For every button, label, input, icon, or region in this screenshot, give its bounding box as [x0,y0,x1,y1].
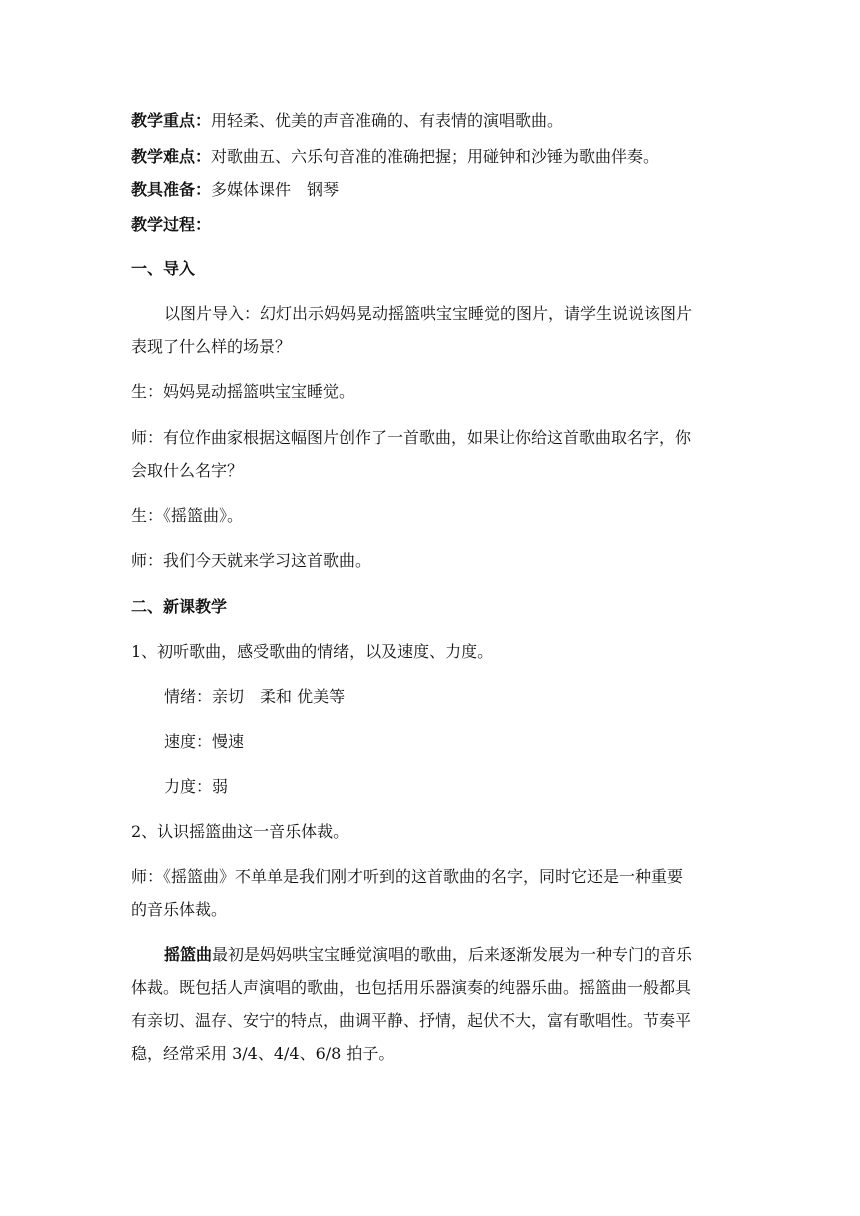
teaching-focus [131,110,563,132]
speed-line: 速度：慢速 [164,732,245,751]
item-2: 2、认识摇篮曲这一音乐体裁。 [131,822,350,841]
teacher-question-line-1: 师：有位作曲家根据这幅图片创作了一首歌曲，如果让你给这首歌曲取名字，你 [131,428,692,447]
difficulty-label: 教学难点： [131,147,212,166]
focus-text: 用轻柔、优美的声音准确的、有表情的演唱歌曲。 [211,111,564,130]
mood-line: 情绪：亲切 柔和 优美等 [164,687,346,706]
teaching-difficulty [131,146,659,168]
intro-line-2: 表现了什么样的场景？ [131,337,292,356]
student-answer-1: 生：妈妈晃动摇篮哄宝宝睡觉。 [131,382,356,401]
teacher-explanation-line-2: 的音乐体裁。 [131,900,228,919]
tools-label: 教具准备： [131,180,212,199]
teaching-tools [131,179,339,201]
definition-term: 摇篮曲 [164,945,213,964]
tools-text: 多媒体课件 钢琴 [211,180,340,199]
student-answer-2: 生：《摇篮曲》。 [131,506,244,525]
intro-line-1: 以图片导入：幻灯出示妈妈晃动摇篮哄宝宝睡觉的图片，请学生说说该图片 [164,304,693,323]
teacher-question-line-2: 会取什么名字？ [131,461,244,480]
definition-line-3: 有亲切、温存、安宁的特点，曲调平静、抒情，起伏不大，富有歌唱性。节奏平 [131,1011,692,1030]
definition-line-2: 体裁。既包括人声演唱的歌曲，也包括用乐器演奏的纯器乐曲。摇篮曲一般都具 [131,978,692,997]
difficulty-text: 对歌曲五、六乐句音准的准确把握；用碰钟和沙锤为歌曲伴奏。 [211,147,660,166]
process-heading: 教学过程： [131,215,212,234]
focus-label: 教学重点： [131,111,212,130]
teacher-explanation-line-1: 师：《摇篮曲》不单单是我们刚才听到的这首歌曲的名字，同时它还是一种重要 [131,867,684,886]
item-1: 1、初听歌曲，感受歌曲的情绪，以及速度、力度。 [131,642,494,661]
strength-line: 力度：弱 [164,777,229,796]
definition-line-4: 稳，经常采用 3/4、4/4、6/8 拍子。 [131,1044,395,1063]
definition-text-1: 最初是妈妈哄宝宝睡觉演唱的歌曲，后来逐渐发展为一种专门的音乐 [212,945,693,964]
section1-title: 一、导入 [131,259,196,278]
teacher-statement: 师：我们今天就来学习这首歌曲。 [131,551,372,570]
section2-title: 二、新课教学 [131,597,228,616]
definition-line-1 [164,944,692,966]
